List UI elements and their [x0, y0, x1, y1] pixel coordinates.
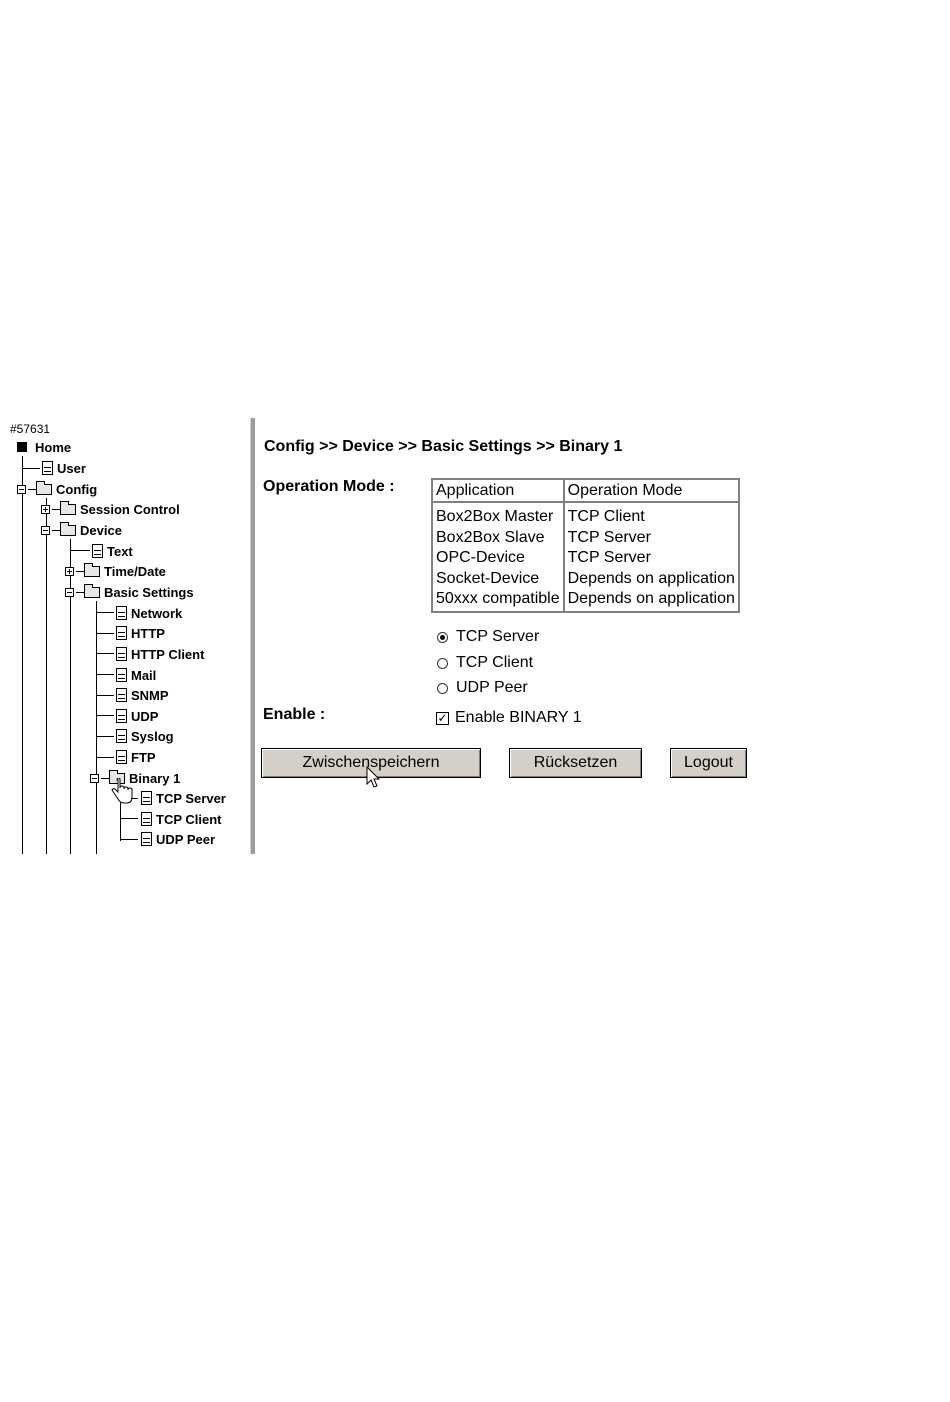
expand-icon[interactable] [65, 567, 74, 576]
tree-node-tcp-server[interactable]: TCP Server [141, 788, 226, 808]
folder-icon [84, 587, 100, 598]
page-icon [141, 812, 152, 826]
tree-node-http[interactable]: HTTP [116, 623, 165, 643]
enable-binary-checkbox[interactable]: ✓ Enable BINARY 1 [437, 709, 582, 726]
checkbox-checked-icon[interactable]: ✓ [437, 710, 448, 725]
tree-node-network[interactable]: Network [116, 603, 182, 623]
table-header-operation-mode: Operation Mode [564, 479, 739, 502]
tree-node-device[interactable]: Device [41, 520, 122, 540]
collapse-icon[interactable] [90, 774, 99, 783]
tree-node-home[interactable]: Home [17, 437, 71, 457]
collapse-icon[interactable] [65, 588, 74, 597]
tree-node-syslog[interactable]: Syslog [116, 726, 174, 746]
enable-label: Enable : [263, 706, 326, 723]
tree-node-ftp[interactable]: FTP [116, 747, 156, 767]
radio-tcp-client[interactable]: TCP Client [437, 654, 533, 672]
folder-icon [84, 566, 100, 577]
page-icon [141, 832, 152, 846]
radio-unselected-icon[interactable] [437, 658, 448, 669]
operation-mode-label: Operation Mode : [263, 478, 395, 495]
folder-icon [60, 504, 76, 515]
collapse-icon[interactable] [41, 526, 50, 535]
folder-icon [60, 525, 76, 536]
radio-tcp-server[interactable]: TCP Server [437, 628, 539, 646]
page-icon [116, 606, 127, 620]
radio-unselected-icon[interactable] [437, 683, 448, 694]
page-icon [116, 626, 127, 640]
hand-cursor-icon [111, 778, 135, 806]
tree-node-http-client[interactable]: HTTP Client [116, 644, 204, 664]
table-cell-modes: TCP Client TCP Server TCP Server Depends on application Depends on application [564, 502, 739, 612]
table-header-application: Application [432, 479, 564, 502]
tree-node-udp[interactable]: UDP [116, 706, 158, 726]
page-icon [116, 709, 127, 723]
breadcrumb: Config >> Device >> Basic Settings >> Binary 1 [264, 438, 623, 455]
tree-node-udp-peer[interactable]: UDP Peer [141, 829, 215, 849]
logout-button[interactable]: Logout [670, 748, 747, 778]
tree-node-user[interactable]: User [42, 458, 86, 478]
page-icon [116, 668, 127, 682]
device-id: #57631 [10, 422, 51, 436]
tree-node-binary-1[interactable]: Binary 1 [90, 768, 180, 788]
tree-node-text[interactable]: Text [92, 541, 133, 561]
tree-node-session-control[interactable]: Session Control [41, 499, 180, 519]
collapse-icon[interactable] [17, 485, 26, 494]
table-cell-applications: Box2Box Master Box2Box Slave OPC-Device Socket-Device 50xxx compatible [432, 502, 564, 612]
main-content [263, 418, 943, 854]
page-icon [92, 544, 103, 558]
page-icon [141, 791, 152, 805]
save-button[interactable]: Zwischenspeichern [261, 748, 481, 778]
home-icon [17, 442, 27, 452]
tree-node-time-date[interactable]: Time/Date [65, 561, 166, 581]
page-icon [116, 729, 127, 743]
expand-icon[interactable] [41, 505, 50, 514]
folder-icon [36, 484, 52, 495]
page-icon [42, 461, 53, 475]
page-icon [116, 688, 127, 702]
radio-selected-icon[interactable] [437, 632, 448, 643]
tree-node-basic-settings[interactable]: Basic Settings [65, 582, 194, 602]
tree-node-snmp[interactable]: SNMP [116, 685, 169, 705]
tree-node-config[interactable]: Config [17, 479, 97, 499]
tree-node-tcp-client[interactable]: TCP Client [141, 809, 222, 829]
radio-udp-peer[interactable]: UDP Peer [437, 679, 528, 697]
tree-node-mail[interactable]: Mail [116, 665, 156, 685]
navigation-tree [0, 418, 248, 854]
page-icon [116, 750, 127, 764]
panel-divider[interactable] [250, 418, 255, 854]
page-icon [116, 647, 127, 661]
operation-mode-table [431, 478, 740, 613]
reset-button[interactable]: Rücksetzen [509, 748, 642, 778]
arrow-cursor-icon [366, 766, 382, 790]
